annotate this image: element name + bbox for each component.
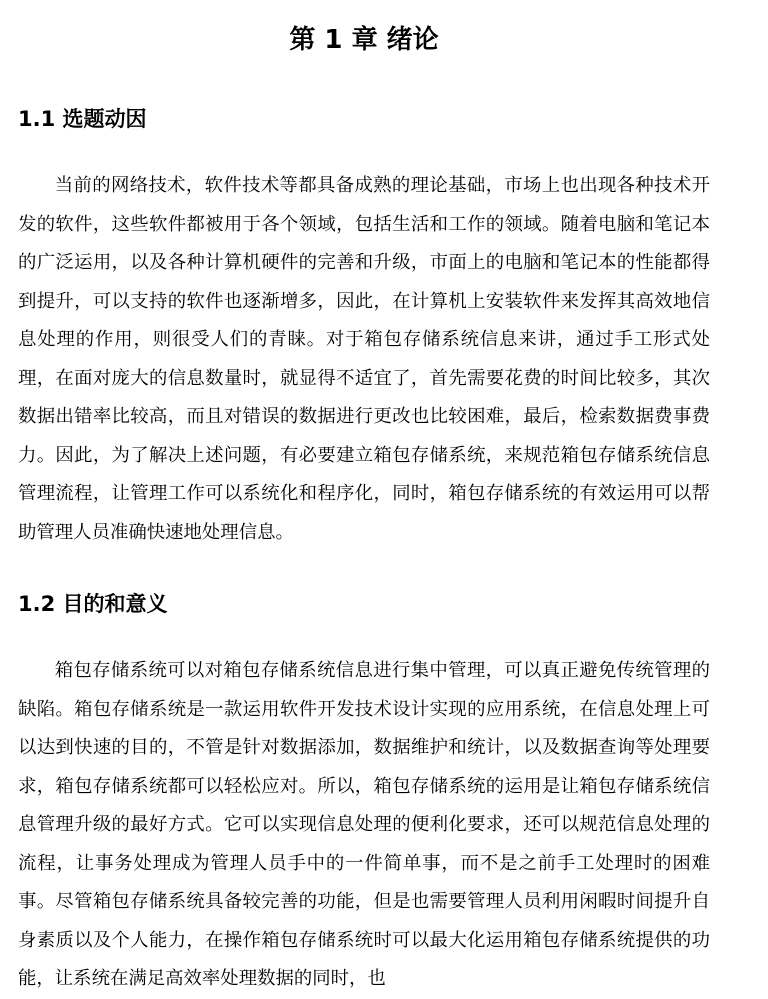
section-1-1-paragraph: 当前的网络技术，软件技术等都具备成熟的理论基础，市场上也出现各种技术开发的软件，这些软件都被用于各个领域，包括生活和工作的领域。随着电脑和笔记本的广泛运用，以及各种计算机硬件的完善和升级，市面上的电脑和笔记本的性能都得到提升，可以支持的软件也逐渐增多，因此，在计算机上安装软件来发挥其高效地信息处理的作用，则很受人们的青睐。对于箱包存储系统信息来讲，通过手工形式处理，在面对庞大的信息数量时，就显得不适宜了，首先需要花费的时间比较多，其次数据出错率比较高，而且对错误的数据进行更改也比较困难，最后，检索数据费事费力。因此，为了解决上述问题，有必要建立箱包存储系统，来规范箱包存储系统信息管理流程，让管理工作可以系统化和程序化，同时，箱包存储系统的有效运用可以帮助管理人员准确快速地处理信息。 <box>18 175 710 543</box>
section-heading-1-2: 1.2 目的和意义 <box>18 592 168 616</box>
section-heading-1-1: 1.1 选题动因 <box>18 107 147 131</box>
section-1-2-paragraph: 箱包存储系统可以对箱包存储系统信息进行集中管理，可以真正避免传统管理的缺陷。箱包存储系统是一款运用软件开发技术设计实现的应用系统，在信息处理上可以达到快速的目的，不管是针对数据添加，数据维护和统计，以及数据查询等处理要求，箱包存储系统都可以轻松应对。所以，箱包存储系统的运用是让箱包存储系统信息管理升级的最好方式。它可以实现信息处理的便利化要求，还可以规范信息处理的流程，让事务处理成为管理人员手中的一件简单事，而不是之前手工处理时的困难事。尽管箱包存储系统具备较完善的功能，但是也需要管理人员利用闲暇时间提升自身素质以及个人能力，在操作箱包存储系统时可以最大化运用箱包存储系统提供的功能，让系统在满足高效率处理数据的同时，也 <box>18 660 710 989</box>
chapter-title: 第 1 章 绪论 <box>289 25 439 55</box>
